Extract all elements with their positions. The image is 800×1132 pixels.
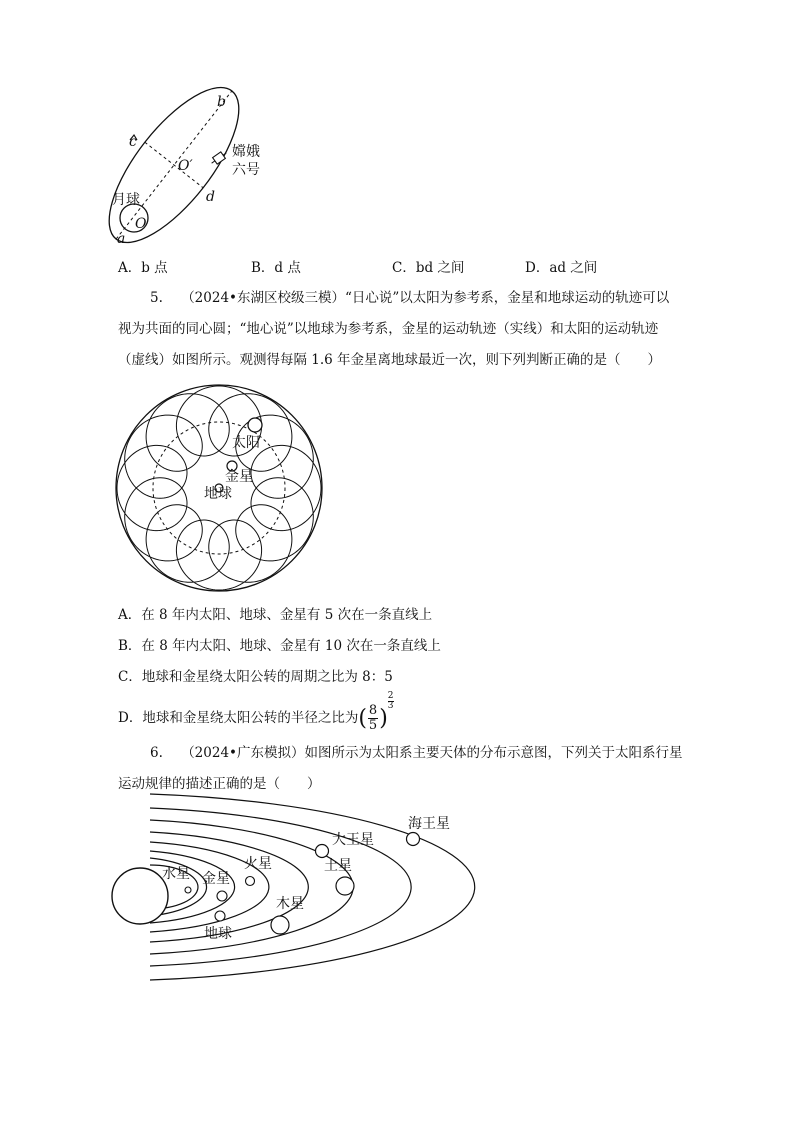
minor-axis — [145, 142, 203, 188]
exponent-denominator: 3 — [387, 701, 394, 711]
mercury-body — [185, 887, 191, 893]
saturn-body — [336, 877, 354, 895]
earth-body — [215, 911, 225, 921]
exponent — [388, 692, 394, 711]
q5-option-a[interactable] — [118, 603, 432, 623]
option-letter: B． — [251, 260, 275, 276]
q5-line-3: （虚线）如图所示。观测得每隔 1.6 年金星离地球最近一次，则下列判断正确的是（ ） — [118, 352, 662, 368]
figure-lunar-orbit — [100, 90, 280, 250]
q4-option-b[interactable] — [251, 256, 301, 276]
label-o: O — [135, 216, 147, 232]
q6-line-1 — [150, 738, 683, 769]
label-a: a — [117, 231, 126, 247]
label-neptune: 海王星 — [408, 816, 450, 832]
label-earth: 地球 — [204, 486, 232, 502]
option-letter: D． — [118, 710, 143, 726]
label-earth: 地球 — [204, 926, 232, 942]
option-letter: A． — [118, 607, 142, 623]
venus-body — [217, 891, 227, 901]
q5-number: 5. — [150, 290, 163, 306]
paren-open: ( — [358, 706, 367, 731]
fraction-denominator: 5 — [368, 718, 378, 733]
label-mars: 火星 — [244, 856, 272, 872]
option-text: 地球和金星绕太阳公转的周期之比为 8：5 — [141, 669, 393, 685]
option-letter: C． — [392, 260, 416, 276]
q6-line-2: 运动规律的描述正确的是（ ） — [118, 776, 321, 792]
label-jupiter: 木星 — [276, 896, 304, 912]
q5-option-c[interactable] — [118, 665, 393, 685]
label-sun: 太阳 — [232, 435, 260, 451]
q5-text-1: （2024•东湖区校级三模）“日心说”以太阳为参考系，金星和地球运动的轨迹可以 — [181, 290, 670, 306]
venus-rosette-diagram — [114, 388, 324, 588]
uranus-body — [316, 845, 329, 858]
mars-body — [246, 877, 255, 886]
option-letter: A． — [118, 260, 142, 276]
option-letter: B． — [118, 638, 142, 654]
figure-solar-system — [110, 808, 500, 1008]
option-text: ad 之间 — [549, 260, 598, 276]
label-venus: 金星 — [225, 469, 253, 485]
label-c: c — [129, 134, 137, 150]
label-b: b — [217, 94, 226, 110]
q4-option-c[interactable] — [392, 256, 464, 276]
orbit-saturn — [150, 820, 353, 954]
option-text: b 点 — [141, 260, 168, 276]
paren-close: ) — [379, 706, 388, 731]
option-text: 在 8 年内太阳、地球、金星有 5 次在一条直线上 — [141, 607, 433, 623]
q6-text-1: （2024•广东模拟）如图所示为太阳系主要天体的分布示意图，下列关于太阳系行星 — [181, 745, 683, 761]
label-d: d — [206, 189, 215, 205]
option-text: d 点 — [274, 260, 301, 276]
jupiter-body — [271, 916, 289, 934]
q5-option-d[interactable] — [118, 692, 394, 733]
option-text: 地球和金星绕太阳公转的半径之比为 — [142, 710, 359, 726]
q4-option-a[interactable] — [118, 256, 168, 276]
label-uranus: 大王星 — [332, 832, 374, 848]
label-venus: 金星 — [202, 871, 230, 887]
option-letter: C． — [118, 669, 142, 685]
figure-venus-rosette — [114, 388, 324, 588]
option-text: 在 8 年内太阳、地球、金星有 10 次在一条直线上 — [141, 638, 441, 654]
label-mercury: 水星 — [162, 866, 190, 882]
solar-system-diagram — [110, 808, 500, 1008]
option-text: bd 之间 — [415, 260, 465, 276]
label-o-prime: O′ — [178, 158, 193, 174]
q5-option-b[interactable] — [118, 634, 441, 654]
sun-body — [112, 868, 168, 924]
label-saturn: 土星 — [324, 858, 352, 874]
q6-number: 6. — [150, 745, 163, 761]
fraction — [368, 704, 378, 733]
lunar-orbit-diagram — [100, 90, 280, 250]
fraction-numerator: 8 — [368, 703, 378, 718]
option-letter: D． — [525, 260, 550, 276]
label-probe-1: 嫦娥 — [232, 144, 260, 160]
neptune-body — [407, 833, 420, 846]
sun-marker — [248, 418, 262, 432]
q4-option-d[interactable] — [525, 256, 597, 276]
label-probe-2: 六号 — [232, 162, 260, 178]
exponent-numerator: 2 — [387, 691, 394, 701]
label-moon: 月球 — [112, 192, 140, 208]
q5-line-2: 视为共面的同心圆；“地心说”以地球为参考系，金星的运动轨迹（实线）和太阳的运动轨迹 — [118, 321, 659, 337]
q5-line-1 — [150, 283, 669, 314]
